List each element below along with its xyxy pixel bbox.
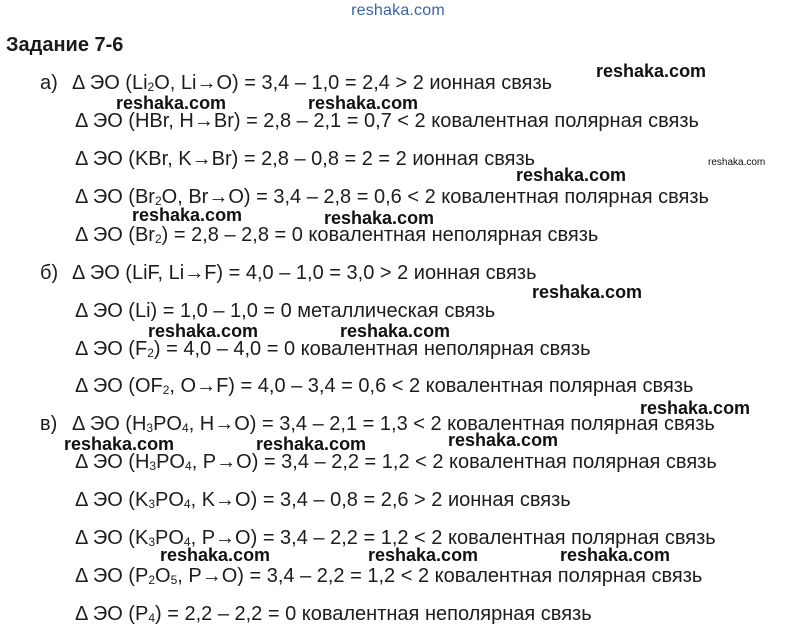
formula-line: Δ ЭО (HBr, H→Br) = 2,8 – 2,1 = 0,7 < 2 ковалентная полярная связь [75,110,699,132]
formula-line: Δ ЭО $(F_2) = 4,0 - 4,0 = 0$ ковалентная неполярная связь [75,338,591,360]
watermark: reshaka.com [516,165,627,185]
task-title: Задание 7-6 [6,34,124,56]
watermark: reshaka.com [256,434,367,454]
section-marker-a: а) [40,72,58,94]
formula-line: Δ ЭО ($OF_2$, O→F) = 4,0 – 3,4 = 0,6 < 2 ковалентная полярная связь [75,375,694,397]
watermark: reshaka.com [560,545,671,565]
watermark: reshaka.com [640,398,751,418]
formula-line: б) Δ ЭО (LiF, Li→F) = 4,0 – 1,0 = 3,0 > 2 ионная связь [40,262,537,284]
formula-line: Δ ЭО (KBr, K→Br) = 2,8 – 0,8 = 2 = 2 ионная связь [75,148,536,170]
watermark: reshaka.com [132,205,243,225]
watermark: reshaka.com [64,434,175,454]
watermark: reshaka.com [368,545,479,565]
watermark: reshaka.com [448,430,559,450]
section-marker-v: в) [40,413,58,435]
formula-line: а) Δ ЭО ($Li_2O$, Li→O) = 3,4 – 1,0 = 2,4 > 2 ионная связь [40,72,553,94]
section-marker-b: б) [40,262,59,284]
watermark: reshaka.com [160,545,271,565]
watermark: reshaka.com [116,93,227,113]
formula-line: Δ ЭО ($Br_2O$, Br→O) = 3,4 – 2,8 = 0,6 < 2 ковалентная полярная связь [75,186,709,208]
site-header-link[interactable]: reshaka.com [351,2,445,19]
formula-line: Δ ЭО $(Br_2) = 2,8 - 2,8 = 0$ ковалентная неполярная связь [75,224,599,246]
formula-line: Δ ЭО ($P_2O_5$, P→O) = 3,4 – 2,2 = 1,2 < 2 ковалентная полярная связь [75,565,703,587]
formula-line: Δ ЭО ($K_3PO_4$, P→O) = 3,4 – 2,2 = 1,2 < 2 ковалентная полярная связь [75,527,716,549]
watermark: reshaka.com [708,157,766,168]
watermark: reshaka.com [324,208,435,228]
watermark: reshaka.com [148,321,259,341]
formula-line: Δ ЭО ($K_3PO_4$, K→O) = 3,4 – 0,8 = 2,6 > 2 ионная связь [75,489,571,511]
formula-line: в) Δ ЭО ($H_3PO_4$, H→O) = 3,4 – 2,1 = 1,3 < 2 ковалентная полярная связь [40,413,715,435]
watermark: reshaka.com [308,93,419,113]
watermark: reshaka.com [340,321,451,341]
formula-line: Δ ЭО (Li) = 1,0 – 1,0 = 0 металлическая связь [75,300,496,322]
formula-line: Δ ЭО $(P_4) = 2,2 - 2,2 = 0$ ковалентная неполярная связь [75,603,592,625]
formula-line: Δ ЭО ($H_3PO_4$, P→O) = 3,4 – 2,2 = 1,2 < 2 ковалентная полярная связь [75,451,717,473]
watermark: reshaka.com [532,282,643,302]
watermark: reshaka.com [596,61,707,81]
